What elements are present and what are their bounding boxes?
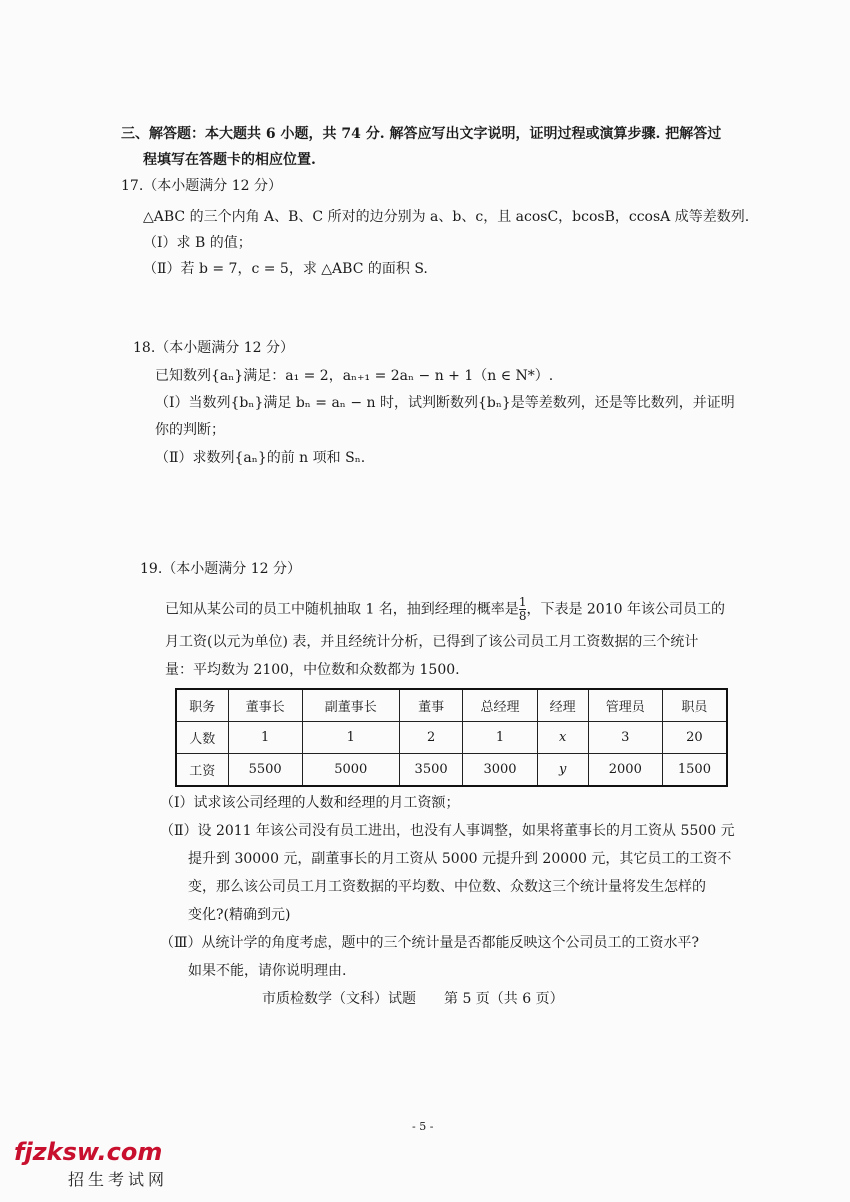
frac-num: 1 — [518, 595, 527, 609]
q19-stem-line2: 月工资(以元为单位) 表，并且经统计分析，已得到了该公司员工月工资数据的三个统计 — [165, 634, 699, 650]
q18-head: 18.（本小题满分 12 分） — [133, 340, 294, 356]
table-cell: 2 — [399, 722, 463, 754]
table-cell: 20 — [662, 722, 727, 754]
q19-stem-line1 — [165, 596, 725, 623]
q19-stem-line3: 量：平均数为 2100，中位数和众数都为 1500. — [165, 662, 460, 678]
table-cell: x — [537, 722, 588, 754]
section-heading-cont: 程填写在答题卡的相应位置. — [143, 152, 316, 168]
table-cell: 职员 — [662, 689, 727, 722]
q18-part2: （Ⅱ）求数列{aₙ}的前 n 项和 Sₙ. — [155, 450, 366, 466]
watermark-logo: fjzksw.com — [14, 1138, 163, 1166]
table-cell: 管理员 — [588, 689, 662, 722]
q18-part1: （Ⅰ）当数列{bₙ}满足 bₙ = aₙ − n 时，试判断数列{bₙ}是等差数列，还是等比数列，并证明 — [155, 395, 735, 411]
table-cell: 副董事长 — [302, 689, 399, 722]
footer-title: 市质检数学（文科）试题 第 5 页（共 6 页） — [262, 991, 564, 1007]
q19-part2-cont: 提升到 30000 元，副董事长的月工资从 5000 元提升到 20000 元，其它员工的工资不 — [188, 851, 732, 867]
q18-part1-cont: 你的判断； — [155, 422, 225, 438]
table-cell: 1500 — [662, 754, 727, 787]
q19-stem-part: 已知从某公司的员工中随机抽取 1 名，抽到经理的概率是 — [165, 601, 519, 618]
table-cell: 工资 — [176, 754, 228, 787]
table-cell: 职务 — [176, 689, 228, 722]
q18-stem: 已知数列{aₙ}满足：a₁ = 2，aₙ₊₁ = 2aₙ − n + 1（n ∈ N*）. — [155, 368, 554, 384]
table-cell: 5000 — [302, 754, 399, 787]
table-cell: 总经理 — [463, 689, 537, 722]
q17-head: 17.（本小题满分 12 分） — [121, 178, 282, 194]
q19-part2-cont: 变，那么该公司员工月工资数据的平均数、中位数、众数这三个统计量将发生怎样的 — [188, 879, 706, 895]
q19-part3: （Ⅲ）从统计学的角度考虑，题中的三个统计量是否都能反映这个公司员工的工资水平? — [160, 935, 700, 951]
table-cell: 2000 — [588, 754, 662, 787]
table-cell: 经理 — [537, 689, 588, 722]
table-cell: 董事 — [399, 689, 463, 722]
frac-den: 8 — [518, 609, 527, 623]
q19-part2: （Ⅱ）设 2011 年该公司没有员工进出，也没有人事调整，如果将董事长的月工资从 5500 元 — [160, 823, 735, 839]
table-cell: 1 — [463, 722, 537, 754]
table-cell: 3000 — [463, 754, 537, 787]
q19-head: 19.（本小题满分 12 分） — [140, 561, 301, 577]
table-cell: 董事长 — [228, 689, 302, 722]
table-row — [176, 722, 727, 754]
table-cell: 人数 — [176, 722, 228, 754]
table-cell: 1 — [302, 722, 399, 754]
salary-table — [175, 688, 728, 787]
q17-part1: （Ⅰ）求 B 的值； — [143, 235, 252, 251]
table-cell: y — [537, 754, 588, 787]
watermark-name: 招生考试网 — [68, 1170, 169, 1189]
table-header-row — [176, 689, 727, 722]
q19-part2-cont: 变化?(精确到元) — [188, 907, 291, 923]
table-cell: 5500 — [228, 754, 302, 787]
q19-stem-part: ，下表是 2010 年该公司员工的 — [526, 601, 725, 618]
q19-part3-cont: 如果不能，请你说明理由. — [188, 963, 347, 979]
table-cell: 1 — [228, 722, 302, 754]
q17-part2: （Ⅱ）若 b = 7，c = 5，求 △ABC 的面积 S. — [143, 261, 428, 277]
table-row — [176, 754, 727, 787]
q17-stem: △ABC 的三个内角 A、B、C 所对的边分别为 a、b、c，且 acosC，bcosB，ccosA 成等差数列. — [143, 209, 750, 225]
q19-part1: （Ⅰ）试求该公司经理的人数和经理的月工资额； — [160, 795, 460, 811]
section-heading: 三、解答题：本大题共 6 小题，共 74 分. 解答应写出文字说明，证明过程或演算步骤. 把解答过 — [121, 126, 722, 142]
table-cell: 3500 — [399, 754, 463, 787]
table-cell: 3 — [588, 722, 662, 754]
page-number: - 5 - — [412, 1120, 434, 1133]
